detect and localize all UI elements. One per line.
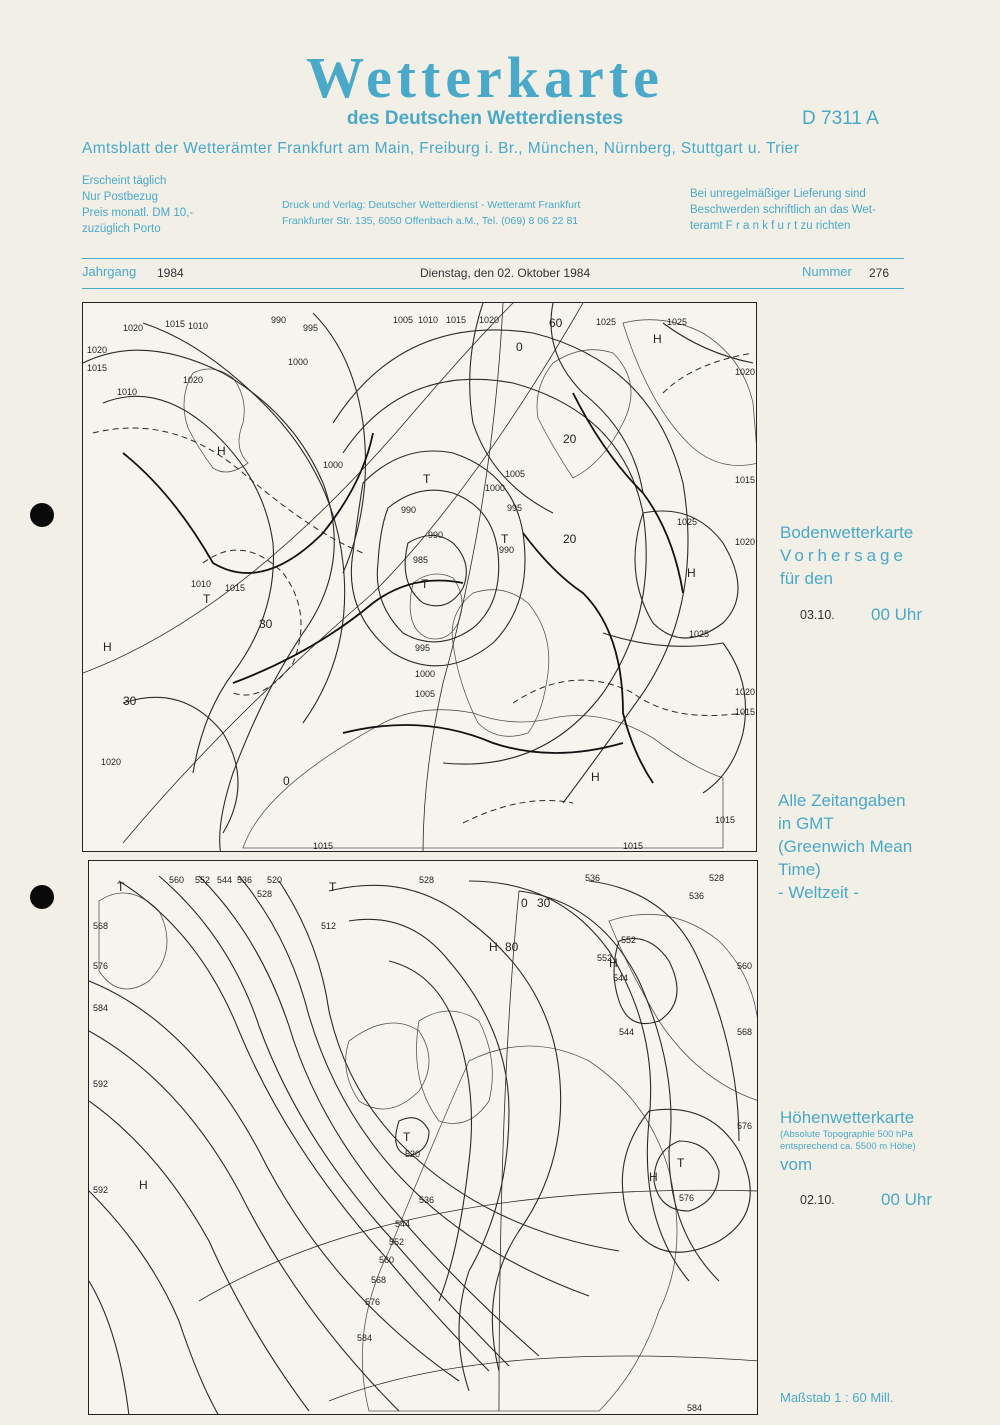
upper-map-note	[780, 1129, 916, 1153]
contour-label: 576	[679, 1193, 695, 1203]
contour-label: 520	[405, 1149, 421, 1159]
isobar-label: 1010	[418, 315, 439, 325]
publication-info-line: Nur Postbezug	[82, 191, 159, 203]
low-pressure-symbol: T	[423, 472, 431, 486]
gmt-note-line: (Greenwich Mean	[778, 837, 913, 856]
isobar-label: 1015	[165, 319, 186, 329]
meridian-label: 30	[123, 694, 137, 708]
upper-map-labels	[89, 861, 758, 1415]
low-pressure-symbol: T	[117, 880, 125, 894]
isobar-label: 1025	[667, 317, 688, 327]
surface-map-heading-line: Vorhersage	[780, 546, 907, 565]
high-pressure-symbol: H	[649, 1170, 658, 1184]
upper-air-map	[88, 860, 758, 1415]
amtsblatt-line: Amtsblatt der Wetterämter Frankfurt am Main, Freiburg i. Br., München, Nürnberg, Stuttgart u. Trier	[82, 140, 800, 157]
contour-label: 536	[689, 891, 705, 901]
meridian-label: 60	[549, 316, 563, 330]
upper-map-heading: Höhenwetterkarte	[780, 1108, 915, 1127]
high-pressure-symbol: H	[103, 640, 112, 654]
high-pressure-symbol: H	[609, 956, 618, 970]
contour-label: 560	[169, 875, 185, 885]
isobar-label: 1015	[735, 707, 756, 717]
high-pressure-symbol: H	[489, 940, 498, 954]
meridian-label: 30	[259, 617, 273, 631]
isobar-label: 995	[415, 643, 431, 653]
contour-label: 544	[613, 973, 629, 983]
contour-label: 584	[93, 1003, 109, 1013]
low-pressure-symbol: T	[501, 532, 509, 546]
contour-label: 512	[321, 921, 337, 931]
contour-label: 536	[237, 875, 253, 885]
meridian-label: 20	[563, 532, 577, 546]
isobar-label: 1020	[101, 757, 122, 767]
upper-map-hour: 00 Uhr	[881, 1190, 933, 1209]
publication-info-line: Erscheint täglich	[82, 175, 167, 187]
isobar-label: 1025	[689, 629, 710, 639]
gmt-note	[778, 789, 912, 904]
contour-label: 592	[93, 1185, 109, 1195]
isobar-label: 1020	[735, 537, 756, 547]
isobar-label: 1015	[715, 815, 736, 825]
isobar-label: 990	[428, 530, 444, 540]
low-pressure-symbol: T	[203, 592, 211, 606]
high-pressure-symbol: H	[591, 770, 600, 784]
punch-hole	[30, 885, 54, 909]
contour-label: 528	[419, 875, 435, 885]
isobar-label: 1020	[183, 375, 204, 385]
isobar-label: 1000	[415, 669, 436, 679]
surface-forecast-map	[82, 302, 757, 852]
isobar-label: 1015	[87, 363, 108, 373]
isobar-label: 1020	[87, 345, 108, 355]
upper-map-note-line: (Absolute Topographie 500 hPa	[780, 1129, 913, 1140]
isobar-label: 990	[499, 545, 515, 555]
surface-isobar-label-layer	[83, 303, 757, 852]
surface-map-heading-line: Bodenwetterkarte	[780, 523, 914, 542]
gmt-note-line: in GMT	[778, 814, 834, 833]
isobar-label: 1010	[188, 321, 209, 331]
low-pressure-symbol: T	[421, 577, 429, 591]
contour-label: 568	[93, 921, 109, 931]
surface-map-hour: 00 Uhr	[871, 605, 923, 624]
contour-label: 536	[585, 873, 601, 883]
surface-map-heading	[780, 521, 913, 590]
meridian-label: 0	[516, 340, 523, 354]
contour-label: 560	[379, 1255, 395, 1265]
meridian-label: 0	[283, 774, 290, 788]
masthead-subtitle: des Deutschen Wetterdienstes	[346, 108, 624, 129]
surface-map-heading-line: für den	[780, 569, 833, 588]
meridian-label: 0	[521, 896, 528, 910]
nummer-label: Nummer	[802, 264, 852, 279]
isobar-label: 1015	[313, 841, 334, 851]
upper-map-note-line: entsprechend ca. 5500 m Höhe)	[780, 1141, 916, 1152]
surface-map-date: 03.10.	[800, 608, 835, 622]
contour-label: 552	[597, 953, 613, 963]
complaint-info-line: Bei unregelmäßiger Lieferung sind	[690, 188, 866, 200]
isobar-label: 1015	[623, 841, 644, 851]
publication-info-line: Preis monatl. DM 10,-	[82, 207, 194, 219]
isobar-label: 1000	[485, 483, 506, 493]
isobar-label: 1000	[288, 357, 309, 367]
complaint-info-line: Beschwerden schriftlich an das Wet-	[690, 204, 876, 216]
publication-info-line: zuzüglich Porto	[82, 223, 161, 235]
contour-label: 552	[195, 875, 211, 885]
isobar-label: 1005	[505, 469, 526, 479]
high-pressure-symbol: H	[217, 444, 226, 458]
isobar-label: 1005	[415, 689, 436, 699]
contour-label: 520	[267, 875, 283, 885]
low-pressure-symbol: T	[677, 1156, 685, 1170]
isobar-label: 1020	[479, 315, 500, 325]
isobar-label: 1000	[323, 460, 344, 470]
jahrgang-label: Jahrgang	[82, 264, 137, 279]
masthead-title: Wetterkarte	[306, 45, 664, 110]
complaint-info-line: teramt F r a n k f u r t zu richten	[690, 220, 851, 232]
gmt-note-line: Alle Zeitangaben	[778, 791, 906, 810]
contour-label: 536	[419, 1195, 435, 1205]
contour-label: 568	[371, 1275, 387, 1285]
contour-label: 544	[619, 1027, 635, 1037]
contour-label: 584	[357, 1333, 373, 1343]
contour-label: 584	[687, 1403, 703, 1413]
high-pressure-symbol: H	[139, 1178, 148, 1192]
contour-label: 592	[93, 1079, 109, 1089]
contour-label: 528	[709, 873, 725, 883]
upper-contour-label-layer	[89, 861, 758, 1415]
isobar-label: 1015	[735, 475, 756, 485]
isobar-label: 1025	[596, 317, 617, 327]
contour-label: 528	[257, 889, 273, 899]
isobar-label: 1020	[735, 687, 756, 697]
document-number: D 7311 A	[802, 108, 879, 129]
surface-map-labels	[83, 303, 757, 852]
publisher-info-line: Frankfurter Str. 135, 6050 Offenbach a.M., Tel. (069) 8 06 22 81	[282, 215, 579, 227]
punch-hole	[30, 503, 54, 527]
low-pressure-symbol: T	[329, 880, 337, 894]
isobar-label: 1025	[677, 517, 698, 527]
isobar-label: 985	[413, 555, 429, 565]
publisher-info-line: Druck und Verlag: Deutscher Wetterdienst - Wetteramt Frankfurt	[282, 199, 581, 211]
contour-label: 544	[217, 875, 233, 885]
meridian-label: 30	[537, 896, 551, 910]
isobar-label: 1020	[735, 367, 756, 377]
issue-date: Dienstag, den 02. Oktober 1984	[420, 266, 591, 280]
isobar-label: 995	[507, 503, 523, 513]
isobar-label: 1010	[117, 387, 138, 397]
complaint-info	[690, 186, 876, 234]
contour-label: 560	[737, 961, 753, 971]
nummer-value: 276	[869, 266, 890, 280]
contour-label: 552	[389, 1237, 405, 1247]
contour-label: 576	[93, 961, 109, 971]
jahrgang-value: 1984	[157, 266, 184, 280]
isobar-label: 1015	[225, 583, 246, 593]
upper-map-date: 02.10.	[800, 1193, 835, 1207]
low-pressure-symbol: T	[403, 1130, 411, 1144]
header-rule-top	[82, 258, 904, 259]
isobar-label: 995	[303, 323, 319, 333]
header-rule-bottom	[82, 288, 904, 289]
high-pressure-symbol: H	[687, 566, 696, 580]
contour-label: 544	[395, 1219, 411, 1229]
contour-label: 552	[621, 935, 637, 945]
isobar-label: 990	[271, 315, 287, 325]
upper-map-vom: vom	[780, 1155, 813, 1174]
isobar-label: 990	[401, 505, 417, 515]
high-pressure-symbol: H	[653, 332, 662, 346]
contour-label: 576	[365, 1297, 381, 1307]
publication-info	[82, 173, 193, 237]
isobar-label: 1005	[393, 315, 414, 325]
contour-label: 576	[737, 1121, 753, 1131]
meridian-label: 20	[563, 432, 577, 446]
meridian-label: 80	[505, 940, 519, 954]
publisher-info	[282, 197, 580, 229]
gmt-note-line: Time)	[778, 860, 821, 879]
isobar-label: 1020	[123, 323, 144, 333]
contour-label: 568	[737, 1027, 753, 1037]
map-scale: Maßstab 1 : 60 Mill.	[780, 1390, 894, 1405]
isobar-label: 1010	[191, 579, 212, 589]
isobar-label: 1015	[446, 315, 467, 325]
gmt-note-line: - Weltzeit -	[778, 883, 859, 902]
